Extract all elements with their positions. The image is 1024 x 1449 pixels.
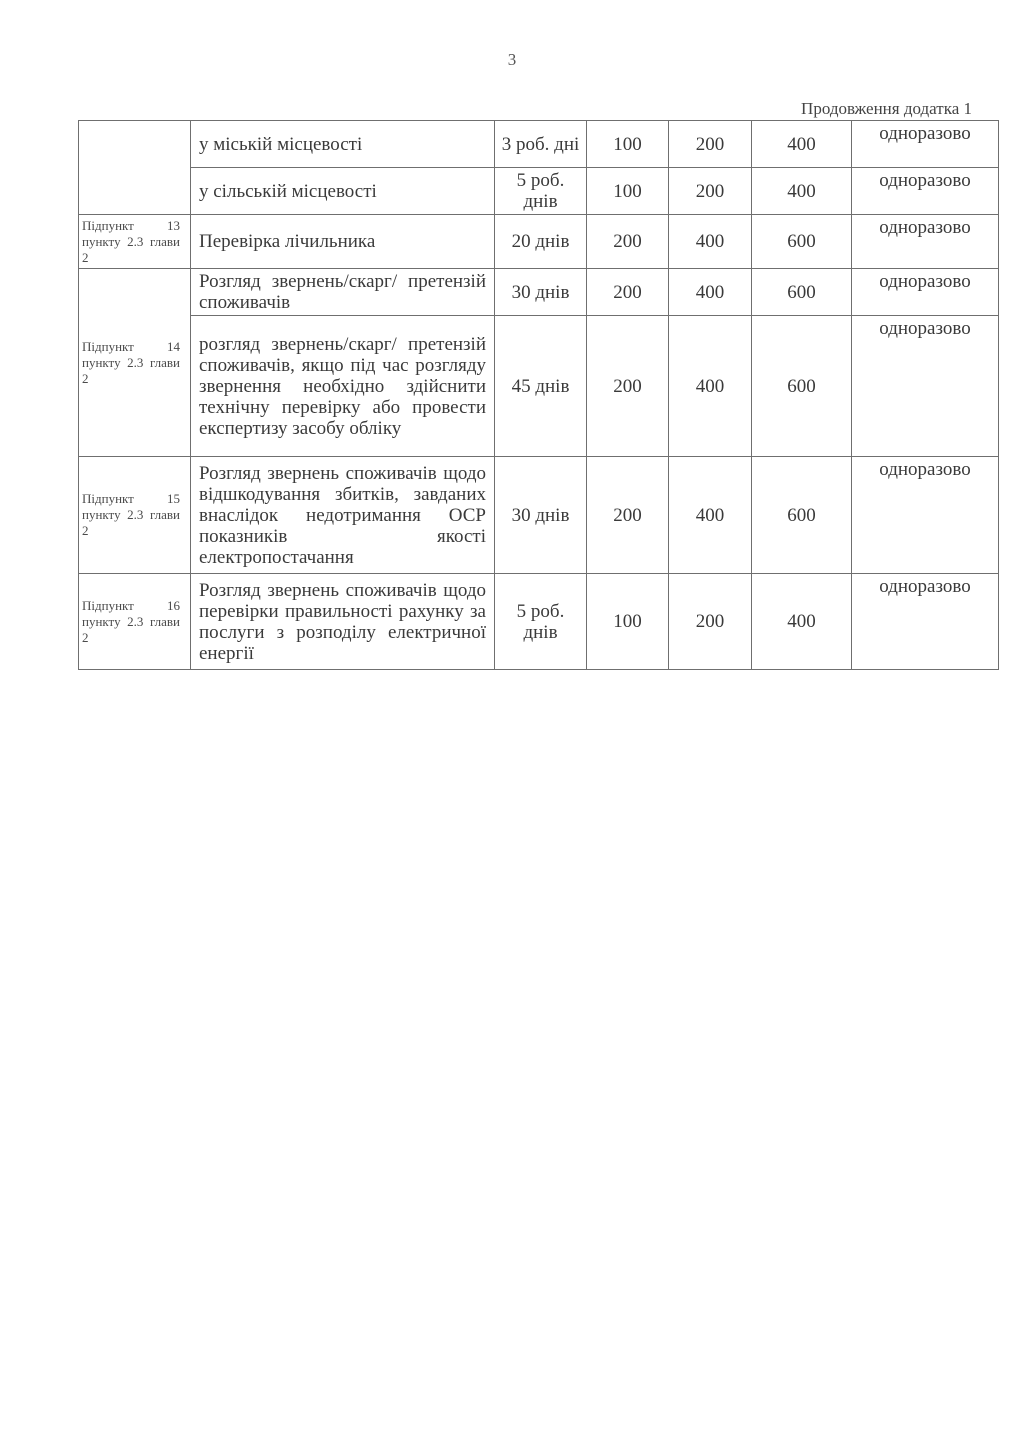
amount-value-1: 100 bbox=[587, 574, 669, 670]
table-row bbox=[79, 457, 999, 574]
subclause-reference bbox=[79, 121, 191, 215]
service-term: 45 днів bbox=[495, 316, 587, 457]
service-term: 5 роб. днів bbox=[495, 574, 587, 670]
service-term: 3 роб. дні bbox=[495, 121, 587, 168]
amount-value-1: 100 bbox=[587, 121, 669, 168]
subclause-reference: Підпункт 14 пункту 2.3 глави 2 bbox=[79, 269, 191, 457]
payment-frequency: одноразово bbox=[852, 316, 999, 457]
amount-value-1: 200 bbox=[587, 269, 669, 316]
amount-value-2: 400 bbox=[669, 457, 752, 574]
amount-value-2: 400 bbox=[669, 215, 752, 269]
page-number: 3 bbox=[507, 50, 517, 69]
service-term: 5 роб. днів bbox=[495, 168, 587, 215]
appendix-continuation-caption: Продовження додатка 1 bbox=[801, 99, 972, 118]
amount-value-2: 200 bbox=[669, 168, 752, 215]
table-row bbox=[79, 269, 999, 316]
amount-value-3: 600 bbox=[752, 316, 852, 457]
amount-value-3: 600 bbox=[752, 457, 852, 574]
table-row bbox=[79, 168, 999, 215]
service-description: Розгляд звернень/скарг/ претензій споживачів bbox=[191, 269, 495, 316]
subclause-reference: Підпункт 13 пункту 2.3 глави 2 bbox=[79, 215, 191, 269]
service-description: у сільській місцевості bbox=[191, 168, 495, 215]
amount-value-2: 200 bbox=[669, 121, 752, 168]
subclause-reference: Підпункт 15 пункту 2.3 глави 2 bbox=[79, 457, 191, 574]
service-description: розгляд звернень/скарг/ претензій споживачів, якщо під час розгляду звернення необхідно здійснити технічну перевірку або провести експертизу засобу обліку bbox=[191, 316, 495, 457]
amount-value-1: 200 bbox=[587, 215, 669, 269]
payment-frequency: одноразово bbox=[852, 168, 999, 215]
payment-frequency: одноразово bbox=[852, 574, 999, 670]
amount-value-2: 400 bbox=[669, 316, 752, 457]
amount-value-2: 200 bbox=[669, 574, 752, 670]
payment-frequency: одноразово bbox=[852, 121, 999, 168]
table-row bbox=[79, 316, 999, 457]
amount-value-3: 400 bbox=[752, 574, 852, 670]
amount-value-2: 400 bbox=[669, 269, 752, 316]
amount-value-3: 400 bbox=[752, 168, 852, 215]
payment-frequency: одноразово bbox=[852, 215, 999, 269]
amount-value-3: 600 bbox=[752, 269, 852, 316]
payment-frequency: одноразово bbox=[852, 457, 999, 574]
service-description: Перевірка лічильника bbox=[191, 215, 495, 269]
tariff-table bbox=[78, 120, 999, 670]
amount-value-3: 600 bbox=[752, 215, 852, 269]
service-description: Розгляд звернень споживачів щодо перевірки правильності рахунку за послуги з розподілу електричної енергії bbox=[191, 574, 495, 670]
amount-value-3: 400 bbox=[752, 121, 852, 168]
amount-value-1: 100 bbox=[587, 168, 669, 215]
table-row bbox=[79, 574, 999, 670]
service-term: 20 днів bbox=[495, 215, 587, 269]
subclause-reference: Підпункт 16 пункту 2.3 глави 2 bbox=[79, 574, 191, 670]
service-term: 30 днів bbox=[495, 269, 587, 316]
amount-value-1: 200 bbox=[587, 316, 669, 457]
service-description: у міській місцевості bbox=[191, 121, 495, 168]
payment-frequency: одноразово bbox=[852, 269, 999, 316]
table-row bbox=[79, 121, 999, 168]
service-description: Розгляд звернень споживачів щодо відшкодування збитків, завданих внаслідок недотримання ОСР показників якості електропостачання bbox=[191, 457, 495, 574]
amount-value-1: 200 bbox=[587, 457, 669, 574]
table-row bbox=[79, 215, 999, 269]
service-term: 30 днів bbox=[495, 457, 587, 574]
